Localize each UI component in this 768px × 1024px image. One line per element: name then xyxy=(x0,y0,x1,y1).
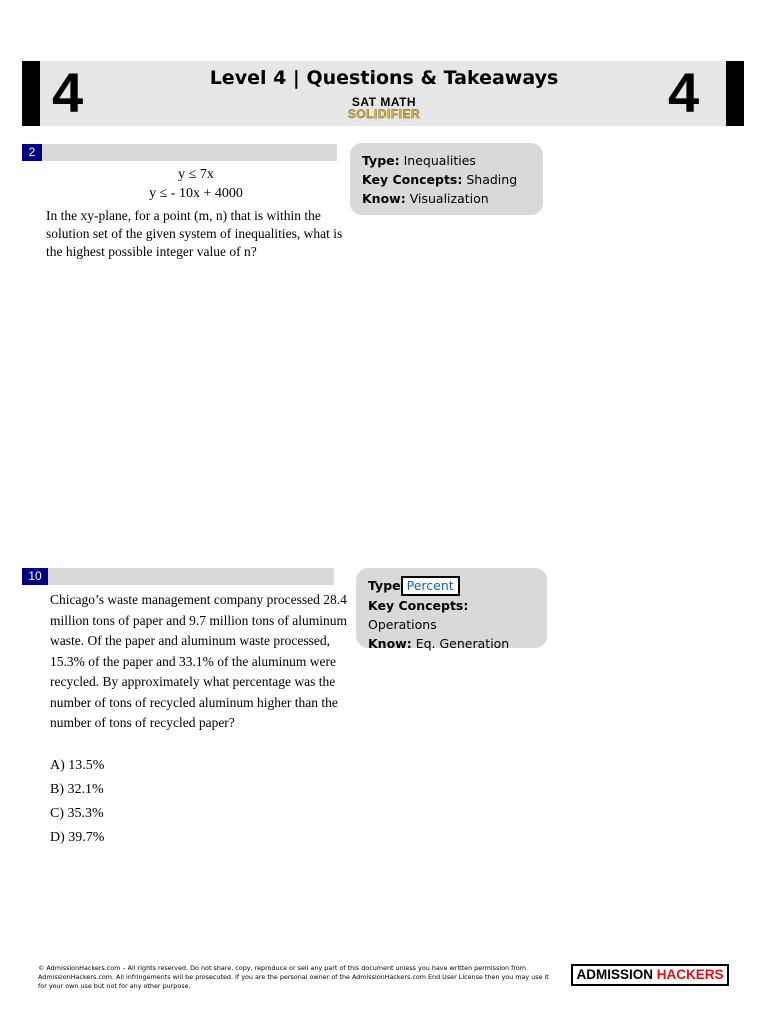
logo-solidifier: SOLIDIFIER xyxy=(347,107,421,121)
info-know-label: Know: xyxy=(362,191,406,206)
logo-sat-math: SAT MATH xyxy=(351,95,417,109)
question-2-bar xyxy=(22,144,337,161)
question-10-number: 10 xyxy=(22,568,48,585)
info-know-row xyxy=(368,634,535,653)
choice-b[interactable]: B) 32.1% xyxy=(50,782,104,797)
choice-a[interactable]: A) 13.5% xyxy=(50,758,105,773)
header-left-bar xyxy=(22,61,40,126)
logo-word-hackers: HACKERS xyxy=(656,967,724,982)
info-know-row xyxy=(362,189,531,208)
info-type-row xyxy=(362,151,531,170)
question-10-bar xyxy=(22,568,334,585)
info-concepts-row xyxy=(368,596,535,634)
info-type-value: Inequalities xyxy=(403,153,476,168)
info-concepts-value: Shading xyxy=(466,172,518,187)
question-2-text: In the xy-plane, for a point (m, n) that is within the solution set of the given system of inequalities, what is the highest possible integer value of n? xyxy=(46,208,343,259)
info-type-label: Type xyxy=(368,578,401,593)
question-2-info-box xyxy=(350,143,543,215)
answer-choices xyxy=(50,756,104,852)
info-know-value: Visualization xyxy=(409,191,489,206)
info-concepts-label: Key Concepts: xyxy=(368,598,469,613)
choice-c[interactable]: C) 35.3% xyxy=(50,806,104,821)
inequality-2: y ≤ - 10x + 4000 xyxy=(149,186,243,201)
footer-copyright: © AdmissionHackers.com – All rights reserved. Do not share, copy, reproduce or sell any part of this document unless you have written permission from AdmissionHackers.com. All infringements will be prosecuted. If you are the personal owner of the AdmissionHackers.com End User License then you may use it for your own use but not for any other purpose. xyxy=(38,964,549,990)
question-10-text: Chicago’s waste management company processed 28.4 million tons of paper and 9.7 million tons of aluminum waste. Of the paper and aluminum waste processed, 15.3% of the paper and 33.1% of the aluminum were recycled. By approximately what percentage was the number of tons of recycled aluminum higher than the number of tons of recycled paper? xyxy=(50,592,347,730)
info-concepts-value: Operations xyxy=(368,617,437,632)
question-2-number: 2 xyxy=(22,144,42,161)
logo-word-admission: ADMISSION xyxy=(576,967,657,982)
info-type-row xyxy=(368,576,535,596)
info-know-label: Know: xyxy=(368,636,412,651)
level-number-left: 4 xyxy=(52,61,84,124)
inequality-1: y ≤ 7x xyxy=(178,167,214,182)
admission-hackers-logo xyxy=(571,964,729,986)
header-right-bar xyxy=(726,61,744,126)
info-concepts-label: Key Concepts: xyxy=(362,172,463,187)
level-number-right: 4 xyxy=(668,61,700,124)
choice-d[interactable]: D) 39.7% xyxy=(50,830,105,845)
question-10-info-box xyxy=(356,568,547,651)
info-know-value: Eq. Generation xyxy=(415,636,510,651)
info-type-label: Type: xyxy=(362,153,400,168)
info-type-value-highlighted: Percent xyxy=(401,576,460,596)
page-title: Level 4 | Questions & Takeaways xyxy=(209,67,559,89)
info-concepts-row xyxy=(362,170,531,189)
